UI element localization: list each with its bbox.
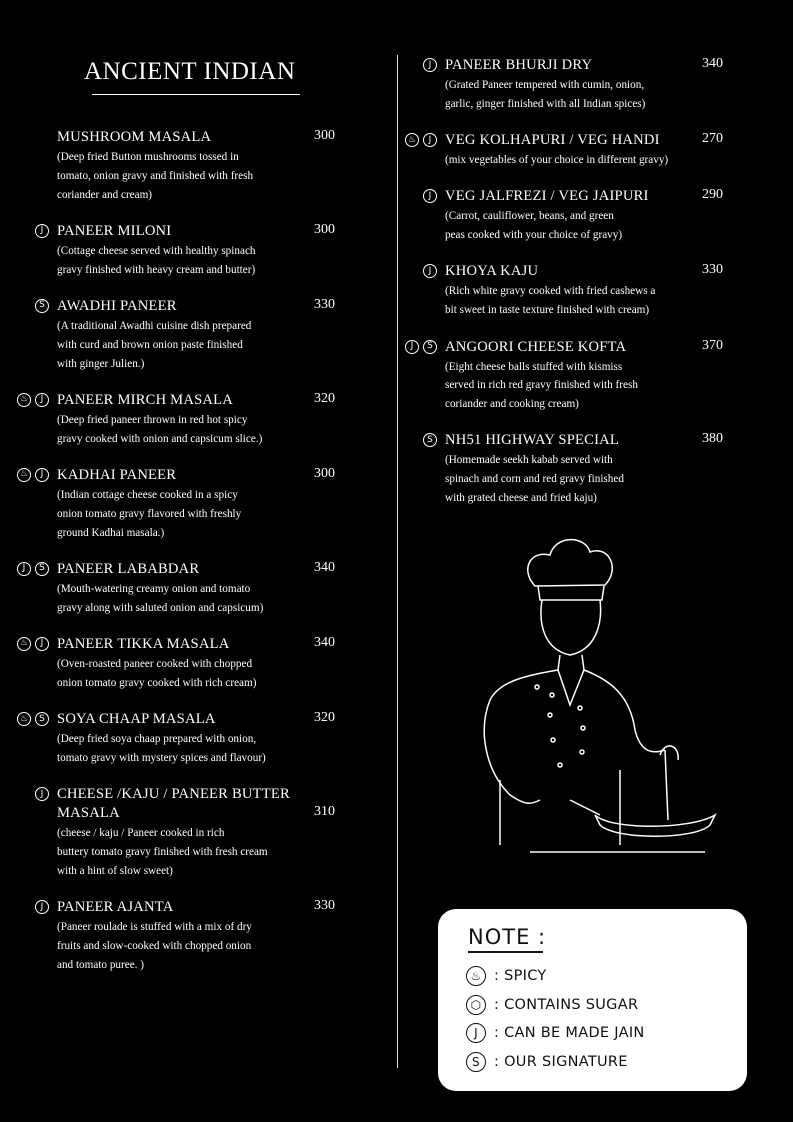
item-name: PANEER BHURJI DRY — [445, 57, 593, 73]
item-name: PANEER AJANTA — [57, 899, 174, 916]
item-name: VEG JALFREZI / VEG JAIPURI — [445, 188, 649, 205]
menu-item — [19, 710, 347, 768]
description-line: (Paneer roulade is stuffed with a mix of dry — [57, 921, 252, 934]
item-description — [445, 451, 735, 507]
dietary-icons — [35, 299, 49, 313]
item-price: 300 — [314, 465, 335, 481]
description-line: peas cooked with your choice of gravy) — [445, 229, 623, 242]
right-menu-column — [407, 56, 735, 525]
dietary-icons — [17, 562, 49, 576]
description-line: fruits and slow-cooked with chopped onion — [57, 939, 252, 952]
description-line: (Grated Paneer tempered with cumin, onion, — [445, 79, 645, 91]
item-name: NH51 HIGHWAY SPECIAL — [445, 432, 619, 449]
section-title: ANCIENT INDIAN — [84, 58, 296, 85]
description-line: ground Kadhai masala.) — [57, 526, 165, 539]
item-price: 300 — [314, 221, 335, 237]
description-line: with curd and brown onion paste finished — [57, 338, 243, 351]
legend-row — [466, 962, 645, 991]
menu-item — [428, 56, 735, 114]
description-line: garlic, ginger finished with all Indian spices) — [445, 97, 646, 110]
menu-item — [19, 390, 347, 449]
description-line: buttery tomato gravy finished with fresh cream — [57, 845, 268, 858]
note-title: NOTE : — [468, 925, 547, 949]
dietary-icons — [35, 900, 49, 914]
item-price: 310 — [314, 804, 335, 820]
item-name: CHEESE /KAJU / PANEER BUTTER MASALA — [57, 786, 290, 822]
signature-icon: S — [35, 712, 49, 726]
title-underline — [92, 94, 300, 95]
description-line: and tomato puree. ) — [57, 958, 144, 971]
item-description — [57, 580, 347, 618]
item-description — [57, 730, 347, 768]
description-line: tomato gravy with mystery spices and flavour) — [57, 751, 266, 764]
description-line: (Deep fried paneer thrown in red hot spicy — [57, 413, 248, 426]
item-price: 320 — [314, 710, 335, 726]
legend-row — [466, 1048, 645, 1077]
chef-illustration — [470, 530, 730, 860]
item-description — [57, 918, 347, 974]
sugar-icon: ⬡ — [466, 995, 486, 1015]
description-line: (Carrot, cauliflower, beans, and green — [445, 210, 614, 223]
description-line: (Deep fried Button mushrooms tossed in — [57, 151, 239, 163]
item-description — [445, 282, 735, 320]
legend-row — [466, 991, 645, 1020]
jain-icon: J — [35, 393, 49, 407]
menu-item — [22, 559, 347, 618]
description-line: (Rich white gravy cooked with fried cashews a — [445, 285, 656, 298]
menu-item — [428, 262, 735, 320]
jain-icon: J — [423, 58, 437, 72]
description-line: bit sweet in taste texture finished with cream) — [445, 304, 650, 317]
description-line: served in rich red gravy finished with fresh — [445, 379, 638, 392]
item-name: PANEER TIKKA MASALA — [57, 635, 230, 652]
dietary-icons — [17, 468, 49, 482]
item-price: 380 — [702, 431, 723, 447]
menu-item — [40, 898, 347, 974]
jain-icon: J — [423, 264, 437, 278]
item-description — [445, 207, 735, 245]
menu-item — [410, 337, 735, 414]
jain-icon: J — [35, 787, 49, 801]
jain-icon: J — [17, 562, 31, 576]
description-line: (Oven-roasted paneer cooked with chopped — [57, 657, 253, 670]
item-description — [57, 655, 347, 693]
item-name: PANEER MIRCH MASALA — [57, 391, 233, 408]
description-line: (Homemade seekh kabab served with — [445, 454, 613, 467]
menu-item — [427, 431, 735, 507]
description-line: coriander and cream) — [57, 188, 153, 201]
description-line: (mix vegetables of your choice in different gravy) — [445, 154, 669, 167]
legend-list — [466, 962, 645, 1076]
spicy-icon: ♨ — [17, 712, 31, 726]
menu-item — [40, 221, 347, 280]
item-description — [57, 411, 347, 449]
menu-item — [40, 785, 347, 880]
jain-icon: J — [423, 133, 437, 147]
item-price: 330 — [314, 898, 335, 914]
description-line: gravy finished with heavy cream and butter) — [57, 263, 256, 276]
item-name: VEG KOLHAPURI / VEG HANDI — [445, 132, 660, 149]
dietary-icons — [423, 58, 437, 72]
description-line: onion tomato gravy cooked with rich cream) — [57, 676, 257, 689]
jain-icon: J — [423, 189, 437, 203]
menu-item — [19, 465, 347, 542]
note-legend-box — [438, 909, 747, 1091]
description-line: (Indian cottage cheese cooked in a spicy — [57, 488, 238, 501]
item-name: KADHAI PANEER — [57, 466, 177, 483]
description-line: (A traditional Awadhi cuisine dish prepared — [57, 319, 252, 332]
item-price: 290 — [702, 187, 723, 203]
menu-item — [57, 128, 347, 204]
description-line: (Mouth-watering creamy onion and tomato — [57, 582, 251, 595]
legend-label: : CAN BE MADE JAIN — [494, 1025, 645, 1042]
description-line: gravy cooked with onion and capsicum slice.) — [57, 432, 263, 445]
dietary-icons — [17, 712, 49, 726]
jain-icon: J — [35, 637, 49, 651]
description-line: with grated cheese and fried kaju) — [445, 492, 597, 505]
spicy-icon: ♨ — [17, 637, 31, 651]
item-description — [445, 151, 735, 170]
description-line: coriander and cooking cream) — [445, 398, 579, 411]
item-description — [57, 317, 347, 373]
menu-item — [428, 187, 735, 245]
jain-icon: J — [466, 1023, 486, 1043]
item-description — [57, 148, 347, 204]
dietary-icons — [423, 264, 437, 278]
description-line: spinach and corn and red gravy finished — [445, 473, 624, 486]
jain-icon: J — [35, 224, 49, 238]
item-price: 330 — [702, 262, 723, 278]
description-line: (cheese / kaju / Paneer cooked in rich — [57, 827, 225, 840]
menu-item — [407, 131, 735, 170]
item-name: KHOYA KAJU — [445, 263, 539, 280]
signature-icon: S — [423, 433, 437, 447]
item-price: 340 — [314, 634, 335, 650]
item-price: 270 — [702, 131, 723, 147]
item-name: MUSHROOM MASALA — [57, 129, 212, 145]
item-price: 340 — [702, 56, 723, 71]
dietary-icons — [17, 393, 49, 407]
jain-icon: J — [35, 468, 49, 482]
left-menu-column — [19, 128, 347, 992]
legend-row — [466, 1019, 645, 1048]
dietary-icons — [17, 637, 49, 651]
item-name: ANGOORI CHEESE KOFTA — [445, 338, 627, 355]
dietary-icons — [423, 433, 437, 447]
jain-icon: J — [35, 900, 49, 914]
item-price: 330 — [314, 296, 335, 312]
jain-icon: J — [405, 340, 419, 354]
dietary-icons — [423, 189, 437, 203]
item-name: SOYA CHAAP MASALA — [57, 711, 216, 728]
item-price: 340 — [314, 559, 335, 575]
dietary-icons — [35, 787, 49, 801]
dietary-icons — [405, 340, 437, 354]
item-description — [445, 358, 735, 414]
legend-label: : OUR SIGNATURE — [494, 1053, 628, 1070]
item-name: PANEER MILONI — [57, 222, 172, 239]
item-description — [445, 76, 735, 114]
item-price: 370 — [702, 337, 723, 353]
dietary-icons — [405, 133, 437, 147]
dietary-icons — [35, 224, 49, 238]
item-price: 320 — [314, 390, 335, 406]
description-line: (Eight cheese balls stuffed with kismiss — [445, 360, 623, 373]
signature-icon: S — [466, 1052, 486, 1072]
signature-icon: S — [423, 340, 437, 354]
column-divider — [397, 55, 398, 1068]
description-line: onion tomato gravy flavored with freshly — [57, 507, 242, 520]
legend-label: : SPICY — [494, 968, 547, 985]
menu-item — [39, 296, 347, 373]
description-line: (Cottage cheese served with healthy spinach — [57, 244, 256, 257]
item-name: AWADHI PANEER — [57, 297, 177, 314]
item-price: 300 — [314, 128, 335, 143]
description-line: tomato, onion gravy and finished with fresh — [57, 169, 254, 182]
spicy-icon: ♨ — [17, 393, 31, 407]
description-line: gravy along with saluted onion and capsicum) — [57, 601, 264, 614]
description-line: with ginger Julien.) — [57, 357, 145, 370]
note-underline — [468, 951, 543, 953]
description-line: (Deep fried soya chaap prepared with onion, — [57, 733, 257, 746]
item-description — [57, 486, 347, 542]
spicy-icon: ♨ — [405, 133, 419, 147]
spicy-icon: ♨ — [17, 468, 31, 482]
item-description — [57, 242, 347, 280]
item-description — [57, 824, 347, 880]
signature-icon: S — [35, 562, 49, 576]
legend-label: : CONTAINS SUGAR — [494, 996, 639, 1013]
signature-icon: S — [35, 299, 49, 313]
description-line: with a hint of slow sweet) — [57, 864, 173, 877]
menu-item — [19, 634, 347, 693]
item-name: PANEER LABABDAR — [57, 560, 200, 577]
spicy-icon: ♨ — [466, 966, 486, 986]
